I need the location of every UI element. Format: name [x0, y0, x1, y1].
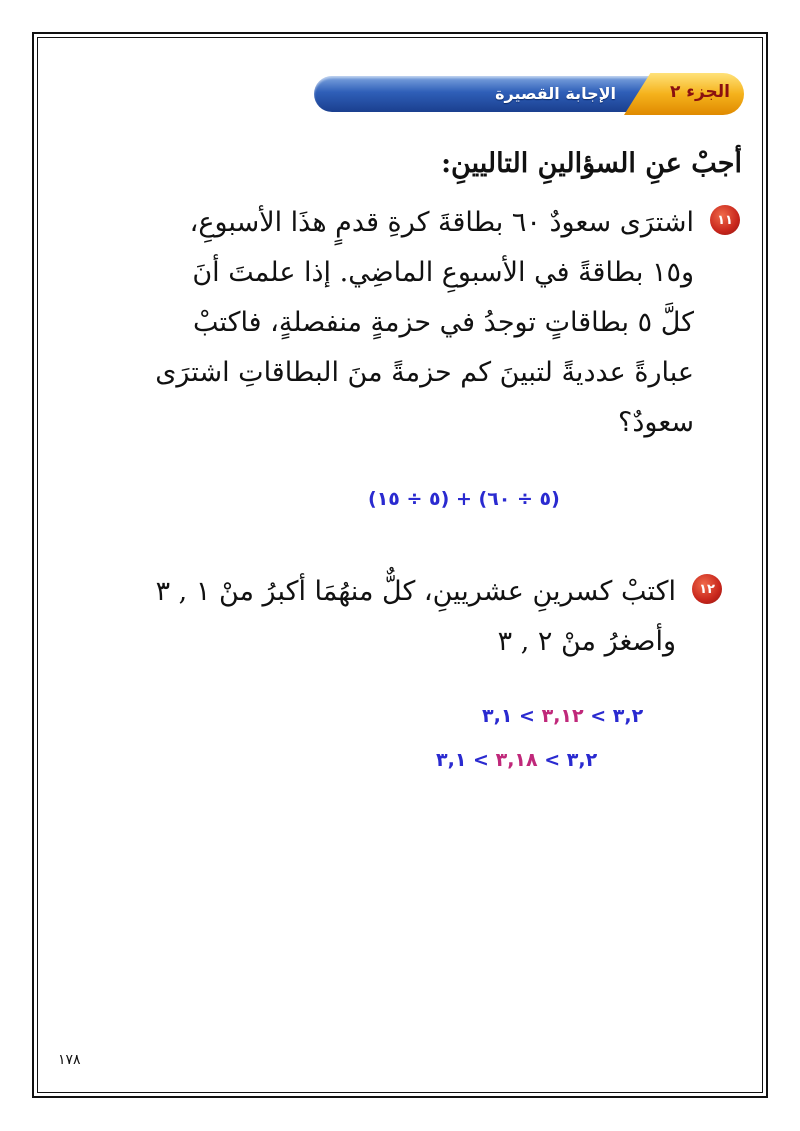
answer-value-highlight: ٣,١٢ [541, 705, 584, 727]
question-line: و١٥ بطاقةً في الأسبوعِ الماضِي. إذا علمتَ أنَ [192, 257, 694, 288]
answer-value: ٣,٢ [612, 705, 644, 727]
section-banner [314, 73, 744, 115]
answer-value: ٣,٢ [566, 749, 598, 771]
question-line: سعودٌ؟ [618, 407, 694, 438]
question-number-badge: ١١ [710, 205, 740, 235]
answer-operator: > [544, 749, 561, 771]
answer-operator: > [519, 705, 535, 727]
instruction-heading: أجبْ عنِ السؤالينِ التاليينِ: [441, 148, 742, 179]
answer-operator: > [590, 705, 607, 727]
answer-value-highlight: ٣,١٨ [495, 749, 538, 771]
banner-section-label: الإجابة القصيرة [495, 84, 616, 103]
answer-value: ٣,١ [436, 749, 467, 771]
banner-part-label: الجزء ٢ [669, 82, 730, 102]
answer-2-line-2 [436, 749, 597, 771]
answer-2-line-1 [482, 705, 643, 727]
page-border-inner [37, 37, 763, 1093]
answer-operator: > [473, 749, 489, 771]
question-line: اشترَى سعودٌ ٦٠ بطاقةَ كرةِ قدمٍ هذَا الأسبوعِ، [189, 207, 694, 238]
question-line: عبارةً عدديةً لتبينَ كم حزمةً منَ البطاقاتِ اشترَى [155, 357, 694, 388]
page-number: ١٧٨ [58, 1052, 81, 1068]
question-line: وأصغرُ منْ ٢ , ٣ [497, 626, 676, 657]
question-1-text [155, 198, 694, 448]
question-line: كلَّ ٥ بطاقاتٍ توجدُ في حزمةٍ منفصلةٍ، فاكتبْ [192, 307, 694, 338]
question-2-text [155, 567, 676, 667]
question-line: اكتبْ كسرينِ عشريينِ، كلٌّ منهُمَا أكبرُ منْ ١ , ٣ [155, 576, 676, 607]
answer-1-expression: (٥ ÷ ١٥) + (٥ ÷ ٦٠) [368, 488, 560, 510]
question-number-badge: ١٢ [692, 574, 722, 604]
answer-value: ٣,١ [482, 705, 513, 727]
